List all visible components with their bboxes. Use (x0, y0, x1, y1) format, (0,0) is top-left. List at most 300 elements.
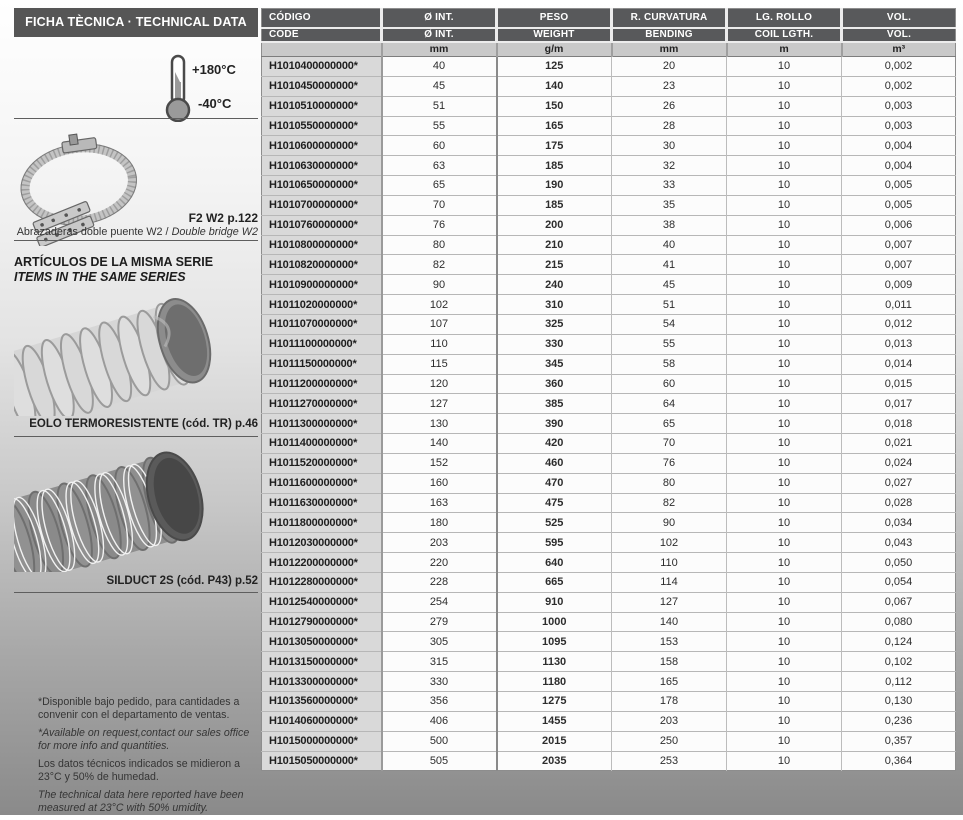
value-cell: 665 (497, 572, 612, 592)
table-row (262, 731, 956, 751)
code-cell: H1011270000000* (262, 394, 382, 414)
value-cell: 80 (382, 235, 497, 255)
table-row (262, 493, 956, 513)
value-cell: 10 (727, 453, 842, 473)
value-cell: 82 (612, 493, 727, 513)
code-cell: H1013560000000* (262, 692, 382, 712)
code-cell: H1010400000000* (262, 57, 382, 77)
col-header-vol-es: VOL. (842, 9, 956, 28)
table-row (262, 334, 956, 354)
value-cell: 10 (727, 414, 842, 434)
value-cell: 0,021 (842, 434, 956, 454)
value-cell: 10 (727, 731, 842, 751)
col-header-code: CODE (262, 28, 382, 42)
table-row (262, 76, 956, 96)
code-cell: H1012200000000* (262, 553, 382, 573)
value-cell: 140 (612, 612, 727, 632)
value-cell: 406 (382, 711, 497, 731)
value-cell: 65 (612, 414, 727, 434)
value-cell: 279 (382, 612, 497, 632)
value-cell: 163 (382, 493, 497, 513)
value-cell: 165 (612, 672, 727, 692)
same-series-title-en: ITEMS IN THE SAME SERIES (14, 270, 186, 284)
table-row (262, 255, 956, 275)
value-cell: 0,017 (842, 394, 956, 414)
code-cell: H1011630000000* (262, 493, 382, 513)
code-cell: H1010600000000* (262, 136, 382, 156)
value-cell: 0,015 (842, 374, 956, 394)
table-row (262, 453, 956, 473)
value-cell: 525 (497, 513, 612, 533)
value-cell: 0,034 (842, 513, 956, 533)
table-row (262, 434, 956, 454)
technical-data-table (261, 8, 955, 771)
value-cell: 10 (727, 76, 842, 96)
value-cell: 10 (727, 195, 842, 215)
value-cell: 0,043 (842, 533, 956, 553)
value-cell: 2035 (497, 751, 612, 771)
divider (14, 592, 258, 593)
value-cell: 63 (382, 156, 497, 176)
col-header-peso: PESO (497, 9, 612, 28)
footnote-conditions-en: The technical data here reported have been measured at 23°C with 50% umidity. (38, 789, 244, 814)
value-cell: 1275 (497, 692, 612, 712)
table-row (262, 632, 956, 652)
unit-mm-bend: mm (612, 42, 727, 57)
value-cell: 158 (612, 652, 727, 672)
value-cell: 152 (382, 453, 497, 473)
value-cell: 2015 (497, 731, 612, 751)
table-row (262, 394, 956, 414)
value-cell: 51 (382, 96, 497, 116)
value-cell: 215 (497, 255, 612, 275)
value-cell: 64 (612, 394, 727, 414)
table-row (262, 553, 956, 573)
value-cell: 10 (727, 493, 842, 513)
footnote-availability-es: *Disponible bajo pedido, para cantidades a convenir con el departamento de ventas. (38, 696, 240, 721)
value-cell: 70 (382, 195, 497, 215)
col-header-curvatura: R. CURVATURA (612, 9, 727, 28)
value-cell: 10 (727, 751, 842, 771)
value-cell: 10 (727, 394, 842, 414)
value-cell: 65 (382, 176, 497, 196)
value-cell: 125 (497, 57, 612, 77)
value-cell: 76 (382, 215, 497, 235)
value-cell: 0,012 (842, 314, 956, 334)
value-cell: 1000 (497, 612, 612, 632)
value-cell: 910 (497, 592, 612, 612)
value-cell: 390 (497, 414, 612, 434)
value-cell: 107 (382, 314, 497, 334)
hose-silduct-image (14, 442, 254, 572)
value-cell: 10 (727, 553, 842, 573)
value-cell: 28 (612, 116, 727, 136)
table-row (262, 354, 956, 374)
temperature-range (134, 54, 254, 122)
value-cell: 38 (612, 215, 727, 235)
value-cell: 10 (727, 235, 842, 255)
col-header-coil-lgth: COIL LGTH. (727, 28, 842, 42)
page-title: FICHA TÈCNICA · TECHNICAL DATA (14, 8, 258, 37)
value-cell: 10 (727, 176, 842, 196)
value-cell: 310 (497, 295, 612, 315)
unit-m: m (727, 42, 842, 57)
temp-max-label: +180°C (192, 62, 236, 77)
value-cell: 10 (727, 215, 842, 235)
value-cell: 0,024 (842, 453, 956, 473)
code-cell: H1010550000000* (262, 116, 382, 136)
clamp-ref: F2 W2 p.122 (188, 211, 258, 225)
product-eolo-caption: EOLO TERMORESISTENTE (cód. TR) p.46 (29, 418, 258, 430)
code-cell: H1013050000000* (262, 632, 382, 652)
value-cell: 385 (497, 394, 612, 414)
value-cell: 0,124 (842, 632, 956, 652)
code-cell: H1015050000000* (262, 751, 382, 771)
value-cell: 140 (497, 76, 612, 96)
value-cell: 240 (497, 275, 612, 295)
code-cell: H1010900000000* (262, 275, 382, 295)
footnote-conditions-es: Los datos técnicos indicados se midieron a 23°C y 50% de humedad. (38, 758, 240, 783)
value-cell: 220 (382, 553, 497, 573)
value-cell: 115 (382, 354, 497, 374)
code-cell: H1010510000000* (262, 96, 382, 116)
code-cell: H1015000000000* (262, 731, 382, 751)
table-row (262, 156, 956, 176)
code-cell: H1013300000000* (262, 672, 382, 692)
value-cell: 40 (612, 235, 727, 255)
value-cell: 110 (612, 553, 727, 573)
value-cell: 40 (382, 57, 497, 77)
table-row (262, 612, 956, 632)
value-cell: 10 (727, 572, 842, 592)
value-cell: 70 (612, 434, 727, 454)
unit-blank (262, 42, 382, 57)
value-cell: 325 (497, 314, 612, 334)
code-cell: H1010800000000* (262, 235, 382, 255)
value-cell: 0,002 (842, 76, 956, 96)
code-cell: H1011020000000* (262, 295, 382, 315)
value-cell: 60 (382, 136, 497, 156)
value-cell: 180 (382, 513, 497, 533)
code-cell: H1010650000000* (262, 176, 382, 196)
value-cell: 1095 (497, 632, 612, 652)
value-cell: 10 (727, 612, 842, 632)
value-cell: 30 (612, 136, 727, 156)
table-row (262, 116, 956, 136)
table-row (262, 652, 956, 672)
code-cell: H1011070000000* (262, 314, 382, 334)
table-row (262, 275, 956, 295)
value-cell: 51 (612, 295, 727, 315)
value-cell: 90 (382, 275, 497, 295)
value-cell: 10 (727, 57, 842, 77)
value-cell: 10 (727, 473, 842, 493)
code-cell: H1012030000000* (262, 533, 382, 553)
value-cell: 102 (382, 295, 497, 315)
clamp-caption-es: Abrazaderas doble puente W2 (16, 226, 163, 238)
table-row (262, 473, 956, 493)
value-cell: 0,005 (842, 195, 956, 215)
value-cell: 0,011 (842, 295, 956, 315)
value-cell: 185 (497, 195, 612, 215)
code-cell: H1013150000000* (262, 652, 382, 672)
value-cell: 360 (497, 374, 612, 394)
value-cell: 178 (612, 692, 727, 712)
table-row (262, 572, 956, 592)
unit-gm: g/m (497, 42, 612, 57)
value-cell: 595 (497, 533, 612, 553)
value-cell: 165 (497, 116, 612, 136)
code-cell: H1012540000000* (262, 592, 382, 612)
value-cell: 0,007 (842, 235, 956, 255)
value-cell: 0,364 (842, 751, 956, 771)
clamp-caption-en: Double bridge W2 (171, 226, 258, 238)
code-cell: H1011200000000* (262, 374, 382, 394)
hose-eolo-image (14, 294, 254, 416)
value-cell: 90 (612, 513, 727, 533)
value-cell: 55 (612, 334, 727, 354)
value-cell: 0,054 (842, 572, 956, 592)
table-row (262, 751, 956, 771)
value-cell: 10 (727, 592, 842, 612)
footnote-availability-en: *Available on request,contact our sales office for more info and quantities. (38, 727, 250, 752)
value-cell: 0,002 (842, 57, 956, 77)
product-silduct-caption: SILDUCT 2S (cód. P43) p.52 (106, 575, 258, 587)
value-cell: 0,050 (842, 553, 956, 573)
code-cell: H1012790000000* (262, 612, 382, 632)
table-row (262, 136, 956, 156)
value-cell: 420 (497, 434, 612, 454)
value-cell: 10 (727, 354, 842, 374)
same-series-title (14, 255, 213, 285)
table-row (262, 592, 956, 612)
value-cell: 460 (497, 453, 612, 473)
value-cell: 10 (727, 136, 842, 156)
value-cell: 127 (612, 592, 727, 612)
table-row (262, 314, 956, 334)
value-cell: 10 (727, 632, 842, 652)
value-cell: 470 (497, 473, 612, 493)
value-cell: 76 (612, 453, 727, 473)
units-row (262, 42, 956, 57)
value-cell: 120 (382, 374, 497, 394)
value-cell: 330 (497, 334, 612, 354)
code-cell: H1014060000000* (262, 711, 382, 731)
value-cell: 505 (382, 751, 497, 771)
value-cell: 640 (497, 553, 612, 573)
col-header-rollo: LG. ROLLO (727, 9, 842, 28)
value-cell: 60 (612, 374, 727, 394)
table-row (262, 672, 956, 692)
col-header-codigo: CÓDIGO (262, 9, 382, 28)
value-cell: 0,028 (842, 493, 956, 513)
value-cell: 0,027 (842, 473, 956, 493)
value-cell: 10 (727, 96, 842, 116)
value-cell: 10 (727, 434, 842, 454)
value-cell: 1455 (497, 711, 612, 731)
table-row (262, 692, 956, 712)
value-cell: 10 (727, 711, 842, 731)
table-row (262, 374, 956, 394)
value-cell: 58 (612, 354, 727, 374)
value-cell: 10 (727, 334, 842, 354)
table-body (262, 57, 956, 771)
value-cell: 10 (727, 533, 842, 553)
value-cell: 0,080 (842, 612, 956, 632)
code-cell: H1010450000000* (262, 76, 382, 96)
value-cell: 0,236 (842, 711, 956, 731)
value-cell: 82 (382, 255, 497, 275)
value-cell: 0,018 (842, 414, 956, 434)
table-row (262, 414, 956, 434)
value-cell: 0,009 (842, 275, 956, 295)
value-cell: 20 (612, 57, 727, 77)
value-cell: 45 (382, 76, 497, 96)
value-cell: 140 (382, 434, 497, 454)
value-cell: 10 (727, 513, 842, 533)
value-cell: 0,006 (842, 215, 956, 235)
value-cell: 1130 (497, 652, 612, 672)
col-header-bending: BENDING (612, 28, 727, 42)
value-cell: 253 (612, 751, 727, 771)
value-cell: 35 (612, 195, 727, 215)
table-row (262, 711, 956, 731)
value-cell: 475 (497, 493, 612, 513)
value-cell: 153 (612, 632, 727, 652)
temp-min-label: -40°C (198, 96, 232, 111)
value-cell: 26 (612, 96, 727, 116)
divider (14, 118, 258, 119)
value-cell: 0,130 (842, 692, 956, 712)
code-cell: H1010630000000* (262, 156, 382, 176)
value-cell: 10 (727, 116, 842, 136)
value-cell: 80 (612, 473, 727, 493)
code-cell: H1010820000000* (262, 255, 382, 275)
unit-m3: m³ (842, 42, 956, 57)
table-row (262, 57, 956, 77)
col-header-diam-en: Ø INT. (382, 28, 497, 42)
value-cell: 10 (727, 652, 842, 672)
value-cell: 114 (612, 572, 727, 592)
table-row (262, 176, 956, 196)
value-cell: 41 (612, 255, 727, 275)
value-cell: 0,003 (842, 116, 956, 136)
value-cell: 127 (382, 394, 497, 414)
code-cell: H1011400000000* (262, 434, 382, 454)
code-cell: H1010700000000* (262, 195, 382, 215)
value-cell: 356 (382, 692, 497, 712)
table-row (262, 513, 956, 533)
col-header-vol-en: VOL. (842, 28, 956, 42)
table-row (262, 215, 956, 235)
value-cell: 0,112 (842, 672, 956, 692)
table-row (262, 295, 956, 315)
value-cell: 10 (727, 374, 842, 394)
value-cell: 10 (727, 295, 842, 315)
divider (14, 240, 258, 241)
thermometer-icon (160, 54, 196, 122)
value-cell: 315 (382, 652, 497, 672)
value-cell: 10 (727, 672, 842, 692)
code-cell: H1011300000000* (262, 414, 382, 434)
value-cell: 1180 (497, 672, 612, 692)
value-cell: 54 (612, 314, 727, 334)
value-cell: 32 (612, 156, 727, 176)
value-cell: 160 (382, 473, 497, 493)
value-cell: 345 (497, 354, 612, 374)
table-row (262, 96, 956, 116)
value-cell: 10 (727, 692, 842, 712)
sidebar (14, 8, 258, 814)
value-cell: 330 (382, 672, 497, 692)
value-cell: 110 (382, 334, 497, 354)
divider (14, 436, 258, 437)
value-cell: 175 (497, 136, 612, 156)
value-cell: 0,014 (842, 354, 956, 374)
code-cell: H1011100000000* (262, 334, 382, 354)
value-cell: 130 (382, 414, 497, 434)
value-cell: 0,004 (842, 136, 956, 156)
code-cell: H1011150000000* (262, 354, 382, 374)
value-cell: 0,007 (842, 255, 956, 275)
table-row (262, 533, 956, 553)
value-cell: 33 (612, 176, 727, 196)
value-cell: 0,067 (842, 592, 956, 612)
value-cell: 200 (497, 215, 612, 235)
code-cell: H1011520000000* (262, 453, 382, 473)
value-cell: 203 (612, 711, 727, 731)
value-cell: 305 (382, 632, 497, 652)
value-cell: 55 (382, 116, 497, 136)
table-row (262, 195, 956, 215)
value-cell: 0,357 (842, 731, 956, 751)
value-cell: 102 (612, 533, 727, 553)
value-cell: 45 (612, 275, 727, 295)
value-cell: 10 (727, 156, 842, 176)
value-cell: 0,102 (842, 652, 956, 672)
code-cell: H1011600000000* (262, 473, 382, 493)
value-cell: 23 (612, 76, 727, 96)
value-cell: 250 (612, 731, 727, 751)
value-cell: 185 (497, 156, 612, 176)
value-cell: 150 (497, 96, 612, 116)
same-series-title-es: ARTÍCULOS DE LA MISMA SERIE (14, 255, 214, 269)
code-cell: H1012280000000* (262, 572, 382, 592)
footnotes (38, 696, 256, 820)
col-header-diam-es: Ø INT. (382, 9, 497, 28)
clamp-caption: Abrazaderas doble puente W2 / Double bridge W2 (16, 226, 258, 238)
value-cell: 0,005 (842, 176, 956, 196)
value-cell: 10 (727, 314, 842, 334)
value-cell: 228 (382, 572, 497, 592)
header-row-es (262, 9, 956, 28)
code-cell: H1011800000000* (262, 513, 382, 533)
header-row-en (262, 28, 956, 42)
value-cell: 10 (727, 275, 842, 295)
value-cell: 0,013 (842, 334, 956, 354)
value-cell: 210 (497, 235, 612, 255)
table-row (262, 235, 956, 255)
value-cell: 500 (382, 731, 497, 751)
unit-mm-diam: mm (382, 42, 497, 57)
value-cell: 0,003 (842, 96, 956, 116)
col-header-weight: WEIGHT (497, 28, 612, 42)
value-cell: 254 (382, 592, 497, 612)
value-cell: 0,004 (842, 156, 956, 176)
value-cell: 203 (382, 533, 497, 553)
code-cell: H1010760000000* (262, 215, 382, 235)
value-cell: 10 (727, 255, 842, 275)
